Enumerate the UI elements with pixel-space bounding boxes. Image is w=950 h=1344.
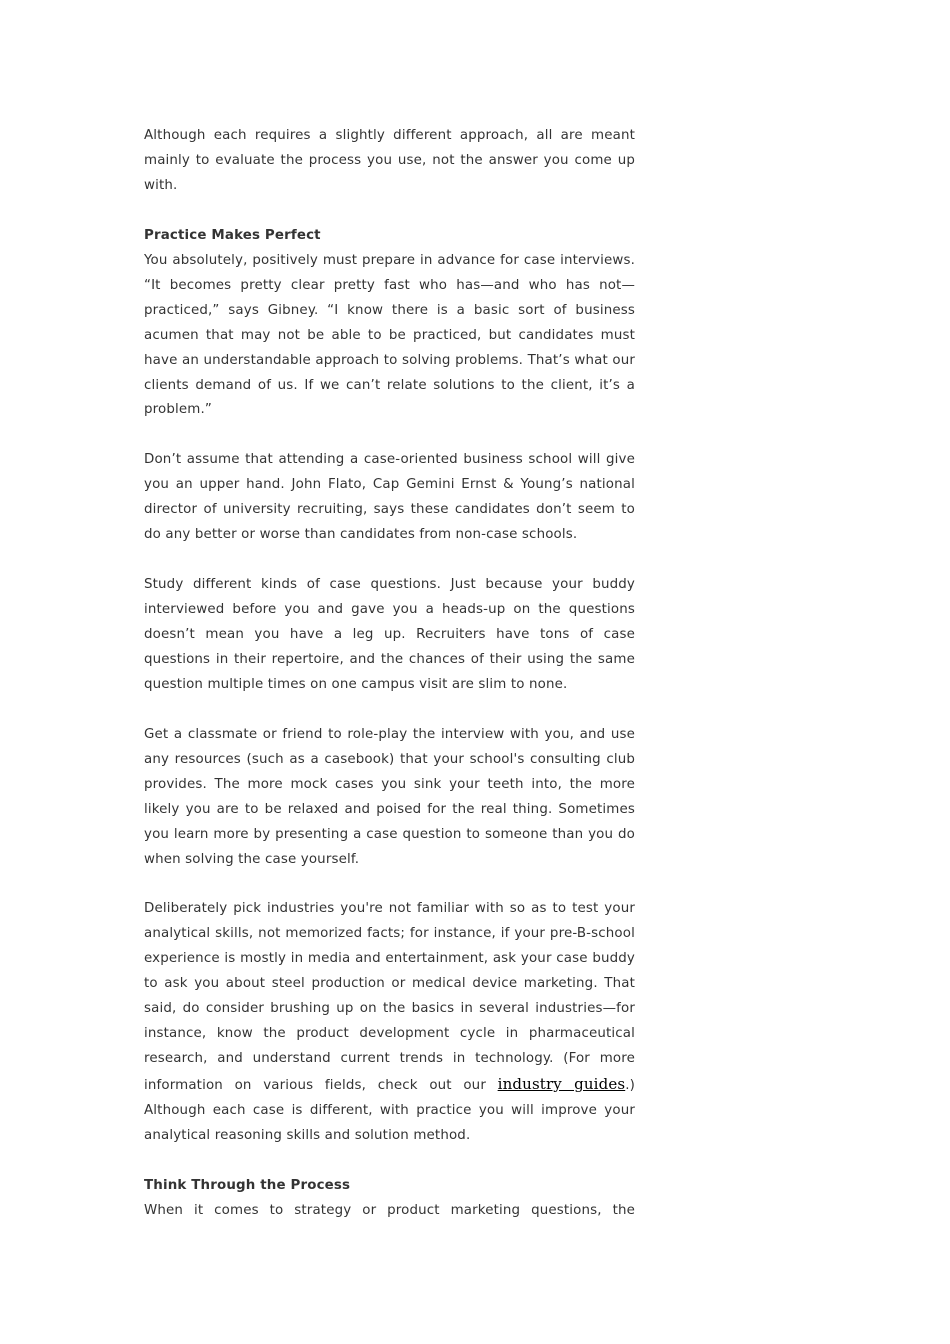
practice-paragraph-5-text-after: .) Although each case is different, with practice you will improve your analytical reasoning skills and solution method.	[144, 1078, 635, 1144]
industry-guides-link[interactable]: industry guides	[497, 1075, 626, 1094]
article-body	[144, 124, 635, 1224]
intro-paragraph: Although each requires a slightly different approach, all are meant mainly to evaluate the process you use, not the answer you come up with.	[144, 128, 635, 193]
practice-paragraph-4: Get a classmate or friend to role-play the interview with you, and use any resources (such as a casebook) that your school's consulting club provides. The more mock cases you sink your teeth into, the more likely you are to be relaxed and poised for the real thing. Sometimes you learn more by presenting a case question to someone than you do when solving the case yourself.	[144, 726, 635, 867]
practice-paragraph-5	[144, 897, 635, 1149]
practice-paragraph-5-text-before: Deliberately pick industries you're not familiar with so as to test your analytical skills, not memorized facts; for instance, if your pre-B-school experience is mostly in media and entertainment, ask your case buddy to ask you about steel production or medical device marketing. That said, do consider brushing up on the basics in several industries—for instance, know the product development cycle in pharmaceutical research, and understand current trends in technology. (For more information on various fields, check out our	[144, 901, 635, 1094]
think-paragraph-1: When it comes to strategy or product marketing questions, the	[144, 1202, 635, 1218]
heading-practice-makes-perfect: Practice Makes Perfect	[144, 227, 321, 243]
practice-paragraph-3: Study different kinds of case questions. Just because your buddy interviewed before you and gave you a heads-up on the questions doesn’t mean you have a leg up. Recruiters have tons of case questions in their repertoire, and the chances of their using the same question multiple times on one campus visit are slim to none.	[144, 577, 635, 692]
practice-paragraph-2: Don’t assume that attending a case-oriented business school will give you an upper hand. John Flato, Cap Gemini Ernst & Young’s national director of university recruiting, says these candidates don’t seem to do any better or worse than candidates from non-case schools.	[144, 452, 635, 543]
practice-paragraph-1: You absolutely, positively must prepare in advance for case interviews. “It becomes pretty clear pretty fast who has—and who has not—practiced,” says Gibney. “I know there is a basic sort of business acumen that may not be able to be practiced, but candidates must have an understandable approach to solving problems. That’s what our clients demand of us. If we can’t relate solutions to the client, it’s a problem.”	[144, 252, 635, 418]
heading-think-through-the-process: Think Through the Process	[144, 1177, 351, 1193]
